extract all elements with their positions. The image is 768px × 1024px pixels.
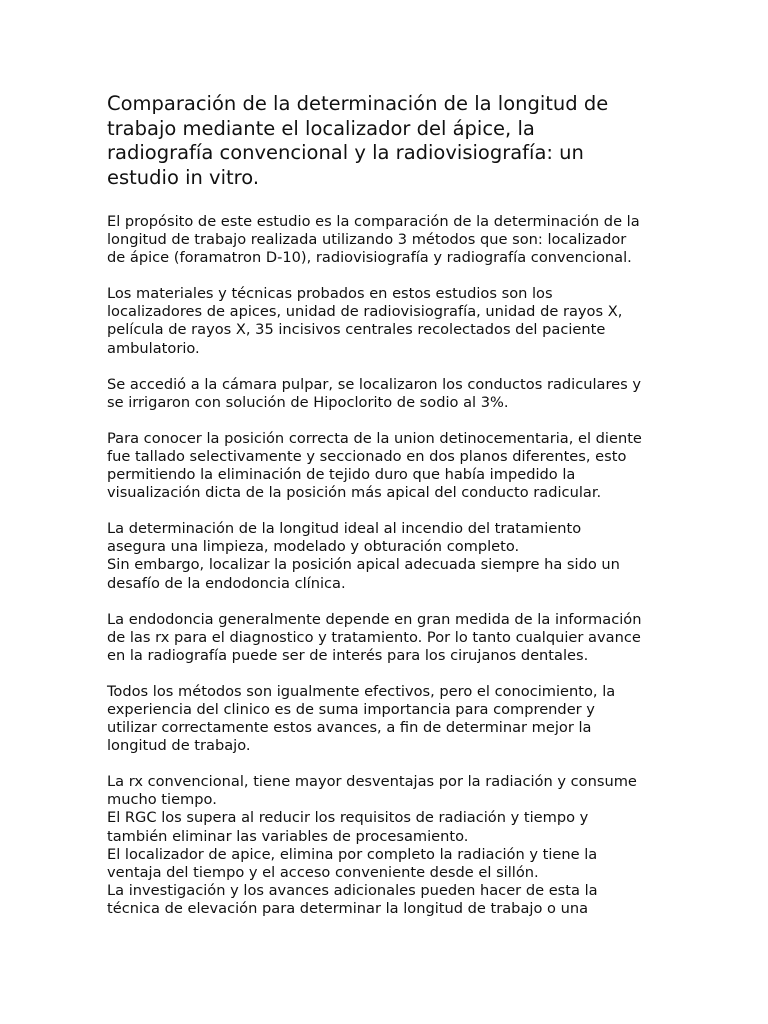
text-line: desafío de la endodoncia clínica. bbox=[107, 574, 346, 592]
text-line: La investigación y los avances adicionales pueden hacer de esta la bbox=[107, 881, 598, 899]
text-line: experiencia del clinico es de suma importancia para comprender y bbox=[107, 700, 595, 718]
text-line: permitiendo la eliminación de tejido duro que había impedido la bbox=[107, 466, 576, 484]
text-line: película de rayos X, 35 incisivos centrales recolectados del paciente bbox=[107, 321, 606, 339]
paragraph-purpose bbox=[107, 213, 663, 267]
text-line: de las rx para el diagnostico y tratamiento. Por lo tanto cualquier avance bbox=[107, 628, 641, 646]
text-line: El RGC los supera al reducir los requisitos de radiación y tiempo y bbox=[107, 809, 589, 827]
text-line: fue tallado selectivamente y seccionado en dos planos diferentes, esto bbox=[107, 447, 627, 465]
text-line: El propósito de este estudio es la comparación de la determinación de la bbox=[107, 213, 640, 230]
title-line: estudio in vitro. bbox=[107, 165, 260, 189]
paragraph-position bbox=[107, 430, 663, 502]
paragraph-methods bbox=[107, 683, 663, 755]
text-line: técnica de elevación para determinar la longitud de trabajo o una bbox=[107, 899, 589, 917]
text-line: Todos los métodos son igualmente efectivos, pero el conocimiento, la bbox=[107, 682, 616, 700]
paragraph-length bbox=[107, 520, 663, 592]
title-line: trabajo mediante el localizador del ápice, la bbox=[107, 116, 535, 140]
text-line: Sin embargo, localizar la posición apical adecuada siempre ha sido un bbox=[107, 556, 620, 574]
paragraph-access bbox=[107, 376, 663, 412]
text-line: asegura una limpieza, modelado y obturación completo. bbox=[107, 538, 520, 556]
text-line: longitud de trabajo. bbox=[107, 737, 251, 755]
text-line: se irrigaron con solución de Hipoclorito de sodio al 3%. bbox=[107, 393, 509, 411]
text-line: La determinación de la longitud ideal al incendio del tratamiento bbox=[107, 520, 582, 538]
text-line: visualización dicta de la posición más apical del conducto radicular. bbox=[107, 484, 602, 502]
text-line: longitud de trabajo realizada utilizando 3 métodos que son: localizador bbox=[107, 231, 627, 249]
text-line: Los materiales y técnicas probados en estos estudios son los bbox=[107, 285, 553, 303]
text-line: también eliminar las variables de procesamiento. bbox=[107, 827, 469, 845]
title-line: radiografía convencional y la radiovisiografía: un bbox=[107, 141, 584, 164]
paragraph-endodontics bbox=[107, 611, 663, 665]
paragraph-conclusions bbox=[107, 773, 663, 918]
text-line: mucho tiempo. bbox=[107, 791, 217, 809]
text-line: La endodoncia generalmente depende en gran medida de la información bbox=[107, 610, 642, 628]
document-page bbox=[107, 92, 663, 936]
text-line: localizadores de apices, unidad de radiovisiografía, unidad de rayos X, bbox=[107, 303, 623, 321]
text-line: Se accedió a la cámara pulpar, se localizaron los conductos radiculares y bbox=[107, 375, 642, 393]
text-line: ambulatorio. bbox=[107, 339, 200, 357]
title-line: Comparación de la determinación de la longitud de bbox=[107, 92, 609, 115]
text-line: de ápice (foramatron D-10), radiovisiografía y radiografía convencional. bbox=[107, 249, 632, 267]
document-title bbox=[107, 92, 663, 190]
text-line: utilizar correctamente estos avances, a fin de determinar mejor la bbox=[107, 719, 592, 737]
paragraph-materials bbox=[107, 285, 663, 357]
text-line: El localizador de apice, elimina por completo la radiación y tiene la bbox=[107, 845, 598, 863]
text-line: La rx convencional, tiene mayor desventajas por la radiación y consume bbox=[107, 773, 637, 791]
text-line: ventaja del tiempo y el acceso conveniente desde el sillón. bbox=[107, 863, 539, 881]
text-line: en la radiografía puede ser de interés para los cirujanos dentales. bbox=[107, 646, 589, 664]
text-line: Para conocer la posición correcta de la union detinocementaria, el diente bbox=[107, 429, 642, 447]
